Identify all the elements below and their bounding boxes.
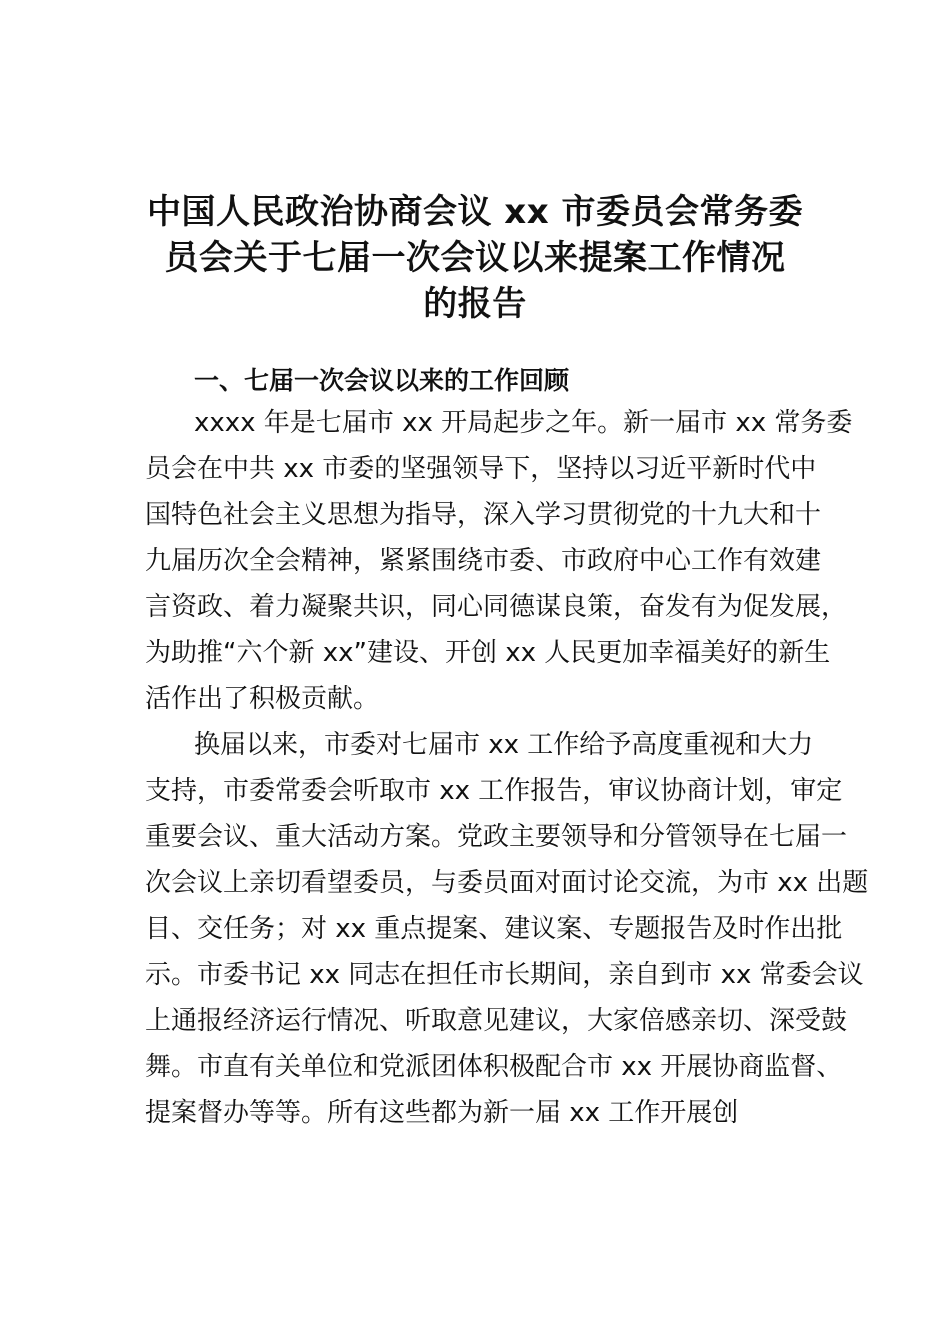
- paragraph-line: 活作出了积极贡献。: [145, 684, 380, 714]
- paragraph-line: 为助推“六个新 xx”建设、开创 xx 人民更加幸福美好的新生: [145, 638, 831, 668]
- document-title: [0, 189, 950, 327]
- paragraph-line: 次会议上亲切看望委员，与委员面对面讨论交流，为市 xx 出题: [145, 868, 869, 898]
- paragraph-line: 国特色社会主义思想为指导，深入学习贯彻党的十九大和十: [145, 500, 822, 530]
- paragraph-line: 支持，市委常委会听取市 xx 工作报告，审议协商计划，审定: [145, 776, 843, 806]
- paragraph-line: 重要会议、重大活动方案。党政主要领导和分管领导在七届一: [145, 822, 848, 852]
- paragraph-line: 言资政、着力凝聚共识，同心同德谋良策，奋发有为促发展，: [145, 592, 848, 622]
- paragraph-line: 换届以来，市委对七届市 xx 工作给予高度重视和大力: [194, 730, 814, 760]
- paragraph: [145, 722, 869, 1136]
- paragraph-line: 示。市委书记 xx 同志在担任市长期间，亲自到市 xx 常委会议: [145, 960, 864, 990]
- paragraph-line: 舞。市直有关单位和党派团体积极配合市 xx 开展协商监督、: [145, 1052, 843, 1082]
- title-line: 中国人民政治协商会议 xx 市委员会常务委: [146, 192, 804, 232]
- paragraph-line: 提案督办等等。所有这些都为新一届 xx 工作开展创: [145, 1098, 739, 1128]
- title-line: 的报告: [423, 284, 527, 324]
- paragraph-line: 目、交任务；对 xx 重点提案、建议案、专题报告及时作出批: [145, 914, 843, 944]
- paragraph-line: 九届历次全会精神，紧紧围绕市委、市政府中心工作有效建: [145, 546, 822, 576]
- paragraph: [145, 400, 853, 722]
- section-heading: 一、七届一次会议以来的工作回顾: [194, 366, 570, 395]
- paragraph-line: 上通报经济运行情况、听取意见建议，大家倍感亲切、深受鼓: [145, 1006, 848, 1036]
- title-line: 员会关于七届一次会议以来提案工作情况: [164, 238, 786, 278]
- paragraph-line: xxxx 年是七届市 xx 开局起步之年。新一届市 xx 常务委: [194, 408, 853, 438]
- paragraph-line: 员会在中共 xx 市委的坚强领导下，坚持以习近平新时代中: [145, 454, 817, 484]
